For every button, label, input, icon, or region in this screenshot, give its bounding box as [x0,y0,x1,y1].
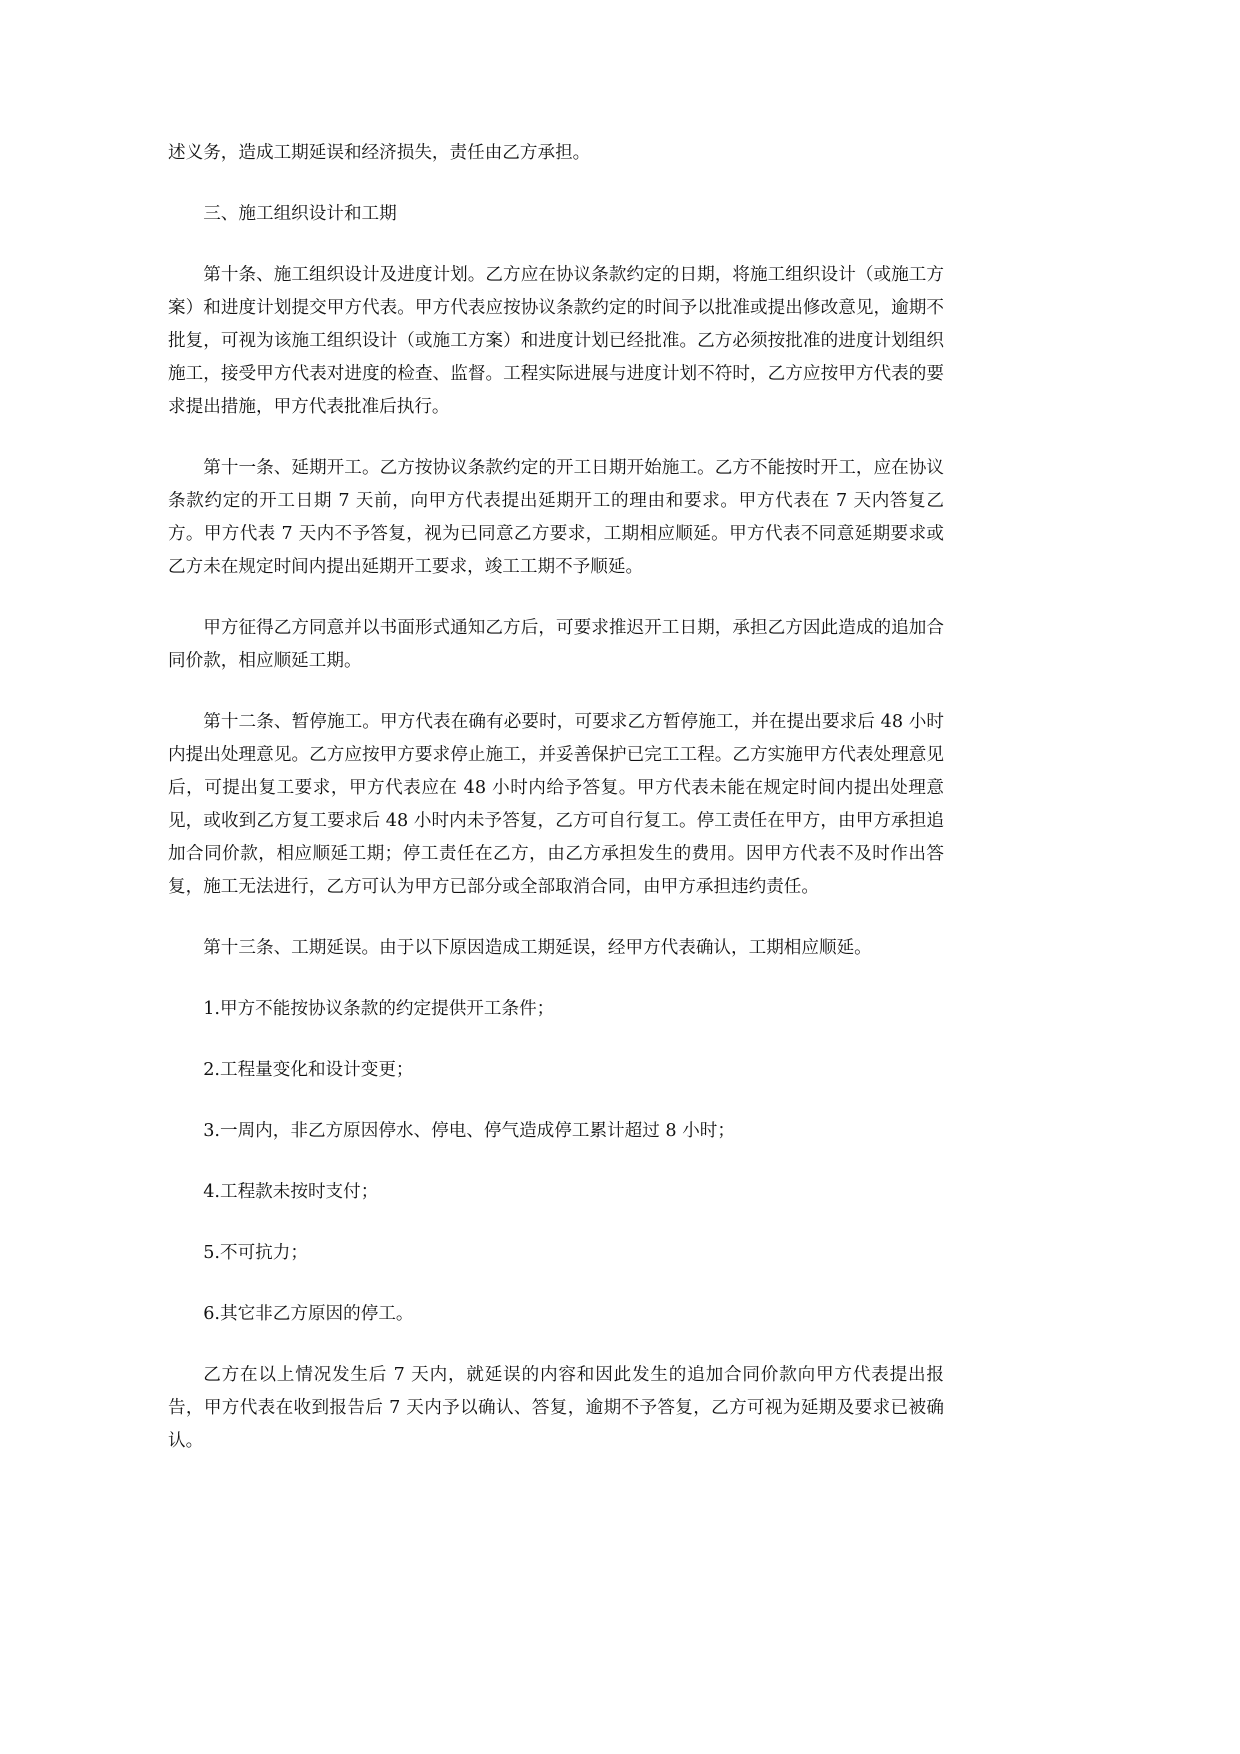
article-11: 第十一条、延期开工。乙方按协议条款约定的开工日期开始施工。乙方不能按时开工，应在协议条款约定的开工日期 7 天前，向甲方代表提出延期开工的理由和要求。甲方代表在 7 天内答复乙方。甲方代表 7 天内不予答复，视为已同意乙方要求，工期相应顺延。甲方代表不同意延期要求或乙方未在规定时间内提出延期开工要求，竣工工期不予顺延。 [168,458,944,577]
article-12: 第十二条、暂停施工。甲方代表在确有必要时，可要求乙方暂停施工，并在提出要求后 48 小时内提出处理意见。乙方应按甲方要求停止施工，并妥善保护已完工工程。乙方实施甲方代表处理意见后，可提出复工要求，甲方代表应在 48 小时内给予答复。甲方代表未能在规定时间内提出处理意见，或收到乙方复工要求后 48 小时内未予答复，乙方可自行复工。停工责任在甲方，由甲方承担追加合同价款，相应顺延工期；停工责任在乙方，由乙方承担发生的费用。因甲方代表不及时作出答复，施工无法进行，乙方可认为甲方已部分或全部取消合同，由甲方承担违约责任。 [168,712,944,897]
section-heading: 三、施工组织设计和工期 [203,204,397,224]
list-item: 1.甲方不能按协议条款的约定提供开工条件； [203,999,555,1019]
paragraph-continuation: 述义务，造成工期延误和经济损失，责任由乙方承担。 [168,143,591,163]
list-item: 5.不可抗力； [203,1243,308,1263]
document-page [168,137,944,1486]
article-13: 第十三条、工期延误。由于以下原因造成工期延误，经甲方代表确认，工期相应顺延。 [203,938,872,958]
list-item: 3.一周内，非乙方原因停水、停电、停气造成停工累计超过 8 小时； [203,1121,735,1141]
list-item: 4.工程款未按时支付； [203,1182,379,1202]
article-11-supplement: 甲方征得乙方同意并以书面形式通知乙方后，可要求推迟开工日期，承担乙方因此造成的追加合同价款，相应顺延工期。 [168,618,944,671]
article-10: 第十条、施工组织设计及进度计划。乙方应在协议条款约定的日期，将施工组织设计（或施工方案）和进度计划提交甲方代表。甲方代表应按协议条款约定的时间予以批准或提出修改意见，逾期不批复，可视为该施工组织设计（或施工方案）和进度计划已经批准。乙方必须按批准的进度计划组织施工，接受甲方代表对进度的检查、监督。工程实际进展与进度计划不符时，乙方应按甲方代表的要求提出措施，甲方代表批准后执行。 [168,265,944,417]
list-item: 2.工程量变化和设计变更； [203,1060,414,1080]
closing-paragraph: 乙方在以上情况发生后 7 天内，就延误的内容和因此发生的追加合同价款向甲方代表提出报告，甲方代表在收到报告后 7 天内予以确认、答复，逾期不予答复，乙方可视为延期及要求已被确认。 [168,1365,944,1451]
list-item: 6.其它非乙方原因的停工。 [203,1304,414,1324]
